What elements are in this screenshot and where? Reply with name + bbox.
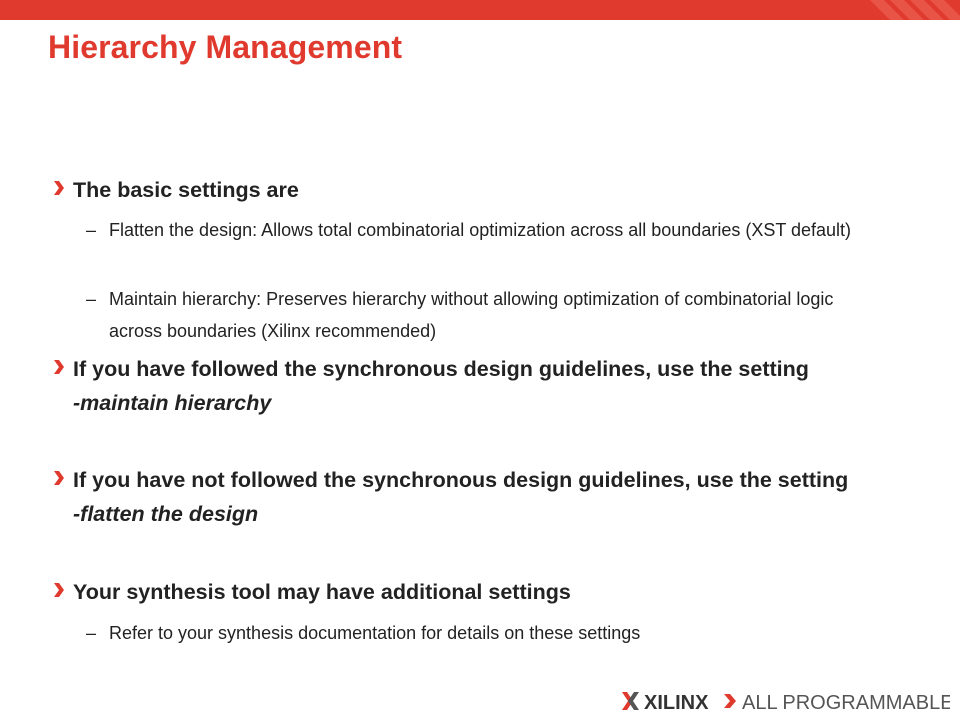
sub-item: [86, 617, 866, 649]
dash-marker: –: [86, 289, 97, 309]
bullet-emphasis: -flatten the design: [73, 502, 259, 526]
chevron-pattern-icon: [0, 0, 960, 20]
bullet-text: Your synthesis tool may have additional settings: [73, 580, 571, 604]
slide-title: Hierarchy Management: [48, 29, 403, 65]
xilinx-logo-icon: [620, 686, 950, 716]
dash-marker: –: [86, 220, 97, 240]
sub-item: [86, 214, 866, 246]
xilinx-footer-logo: [620, 686, 950, 716]
bullet-item: [52, 463, 912, 531]
bullet-item: [52, 575, 912, 609]
bullet-main-text: If you have not followed the synchronous design guidelines, use the setting: [73, 468, 849, 492]
bullet-text: [73, 352, 912, 420]
sub-text: Maintain hierarchy: Preserves hierarchy without allowing optimization of combinatorial logic across boundaries (Xilinx recommended): [109, 289, 834, 341]
sub-item: [86, 283, 866, 347]
top-accent-bar: [0, 0, 960, 20]
bullet-item: [52, 352, 912, 420]
bullet-text: [73, 463, 912, 531]
brand-name: XILINX: [644, 692, 709, 714]
tagline-chevron-icon: [724, 694, 736, 708]
bullet-main-text: If you have followed the synchronous design guidelines, use the setting: [73, 357, 809, 381]
red-chevron-icon: [52, 177, 66, 199]
sub-text: Flatten the design: Allows total combinatorial optimization across all boundaries (XST default): [109, 220, 852, 240]
red-chevron-icon: [52, 579, 66, 601]
bullet-item: [52, 173, 912, 207]
sub-text: Refer to your synthesis documentation for details on these settings: [109, 623, 641, 643]
bullet-text: The basic settings are: [73, 178, 299, 202]
dash-marker: –: [86, 623, 97, 643]
brand-tagline: ALL PROGRAMMABLE.: [742, 692, 950, 714]
bullet-emphasis: -maintain hierarchy: [73, 391, 272, 415]
red-chevron-icon: [52, 467, 66, 489]
red-chevron-icon: [52, 356, 66, 378]
